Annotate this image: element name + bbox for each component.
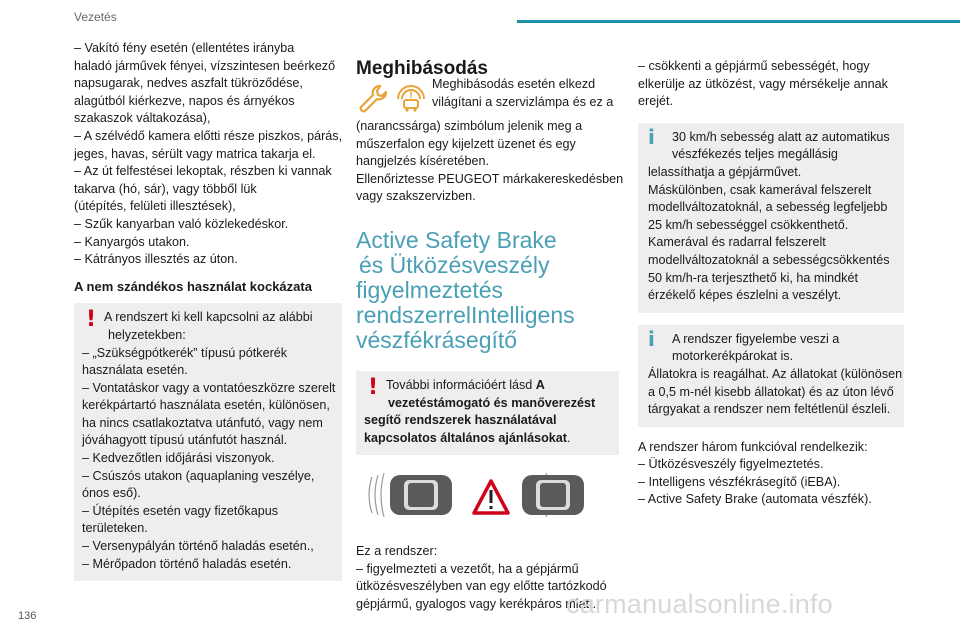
fault-text (356, 118, 624, 206)
text-line: A rendszer figyelembe veszi a (672, 331, 840, 346)
text-line: tárgyakat a rendszer nem feltétlenül észleli. (648, 402, 891, 417)
text-line: helyzetekben: (108, 327, 186, 342)
warning-box-note (356, 371, 619, 455)
text-line: jeges, havas, sérült vagy matrica takarja el. (74, 146, 316, 161)
text-line: haladó járművek fényei, vízszintesen beérkező (74, 58, 336, 73)
text-line: ütközésveszélyben van egy előtte tartózkodó (356, 579, 607, 594)
text-line: alagútból kiérkezve, napos és árnyékos (74, 93, 295, 108)
text-line: A rendszert ki kell kapcsolni az alábbi (104, 310, 313, 325)
text-line: kerékpártartó használata esetén, különösen, (82, 398, 330, 413)
warning-exclamation-icon: ! (86, 307, 97, 333)
text-line: Ellenőriztesse PEUGEOT márkakereskedésben (356, 171, 624, 186)
text-line: – Kátrányos illesztés az úton. (74, 252, 238, 267)
text-line: műszerfalon egy kijelzett üzenet és egy (356, 136, 576, 151)
text-line: jóváhagyott típusú utánfutót használ. (82, 433, 288, 448)
text-line: szakaszok váltakozása), (74, 111, 211, 126)
text-line: vészfékezés teljes megállásig (672, 147, 838, 162)
text-line: területeken. (82, 521, 148, 536)
text-line: a 0,5 m-nél kisebb állatokat) és az úton lévő (648, 384, 894, 399)
svg-text:!: ! (408, 91, 414, 101)
text-line: 50 km/h-ra terjeszthető ki, ha mindkét (648, 270, 858, 285)
text-line: A rendszer három funkcióval rendelkezik: (638, 439, 868, 454)
text-line: segítő rendszerek használatával (364, 413, 557, 428)
text-line: – Kanyargós utakon. (74, 234, 190, 249)
text-line: 25 km/h sebességgel csökkenthető. (648, 217, 849, 232)
text-line: modellváltozatoknál, a sebesség legfeljebb (648, 200, 888, 215)
text-line: – Az út felfestései lekoptak, részben ki vannak (74, 164, 332, 179)
text-line: Meghibásodás esetén elkezd (432, 77, 596, 91)
text-line: ha nincs csatlakoztatva utánfutó, vagy nem (82, 415, 323, 430)
column-1 (74, 40, 342, 581)
section-title-line: rendszerrelIntelligens (356, 301, 575, 328)
text-line: lelassíthatja a gépjárművet. (648, 164, 802, 179)
text-line: gépjármű, gyalogos vagy kerékpáros miatt. (356, 596, 597, 611)
text-line: erejét. (638, 94, 674, 109)
text-line: kapcsolatos általános ajánlásokat. (364, 430, 571, 445)
section-title-line: és Ütközésveszély (359, 251, 550, 278)
text-line: – Vontatáskor vagy a vontatóeszközre szerelt (82, 380, 336, 395)
warning-box (74, 303, 342, 581)
column-2 (356, 58, 624, 613)
info-icon: i (648, 124, 655, 149)
col3-bottom-text (638, 439, 904, 509)
text-line: vagy szakszervizben. (356, 189, 476, 204)
car-collision-illustration (364, 469, 619, 527)
column-3 (638, 58, 904, 509)
watermark: carmanualsonline.info (566, 589, 833, 619)
text-line: – A szélvédő kamera előtti része piszkos, párás, (74, 128, 343, 143)
text-line: – Mérőpadon történő haladás esetén. (82, 556, 292, 571)
wrench-warning-icon (356, 82, 390, 116)
text-line: – Útépítés esetén vagy fizetőkapus (82, 503, 279, 518)
header-accent-bar (517, 20, 960, 23)
text-line: ónos eső). (82, 486, 141, 501)
info-box-speed (638, 123, 904, 313)
section-title-line: Active Safety Brake (356, 226, 557, 253)
text-line: – Szűk kanyarban való közlekedéskor. (74, 216, 289, 231)
text-line: – Ütközésveszély figyelmeztetés. (638, 457, 824, 472)
text-line: napsugarak, nedves aszfalt tükröződése, (74, 76, 303, 91)
text-line: – Versenypályán történő haladás esetén., (82, 539, 314, 554)
text-line: Állatokra is reagálhat. Az állatokat (különösen (648, 366, 903, 381)
text-line: – Intelligens vészfékrásegítő (iEBA). (638, 474, 841, 489)
text-line: világítani a szervizlámpa és ez a (432, 95, 614, 109)
section-title-line: vészfékrásegítő (356, 326, 518, 353)
fault-icon-row (356, 77, 619, 118)
text-line: vezetéstámogató és manőverezést (388, 395, 596, 410)
info-icon: i (648, 326, 655, 351)
text-line: takarva (hó, sár), vagy többől lük (74, 181, 257, 196)
text-line: 30 km/h sebesség alatt az automatikus (672, 129, 890, 144)
text-line: – Csúszós utakon (aquaplaning veszélye, (82, 468, 315, 483)
text-line: (narancssárga) szimbólum jelenik meg a (356, 119, 583, 133)
risk-heading: A nem szándékos használat kockázata (74, 278, 312, 294)
fault-heading: Meghibásodás (356, 58, 488, 79)
col1-text (74, 40, 342, 269)
section-title (356, 228, 619, 353)
header-title: Vezetés (74, 10, 117, 24)
info-box-motorcycles (638, 325, 904, 427)
text-line: Ez a rendszer: (356, 543, 438, 558)
warning-exclamation-icon: ! (368, 374, 379, 400)
text-line: elkerülje az ütközést, vagy mérsékelje annak (638, 76, 888, 91)
text-line: használata esetén. (82, 363, 188, 378)
text-line: – „Szükségpótkerék” típusú pótkerék (82, 345, 288, 360)
text-line: További információért lásd A (386, 377, 545, 392)
text-line: hangjelzés kíséretében. (356, 154, 490, 169)
col3-top-text (638, 58, 904, 111)
text-line: modellváltozatoknál a sebességcsökkentés (648, 252, 890, 267)
text-line: – figyelmezteti a vezetőt, ha a gépjármű (356, 561, 579, 576)
text-line: (útépítés, felületi illesztések), (74, 199, 236, 214)
text-line: – Vakító fény esetén (ellentétes irányba (74, 41, 295, 55)
text-line: motorkerékpárokat is. (672, 349, 794, 364)
text-line: Máskülönben, csak kamerával felszerelt (648, 182, 872, 197)
text-line: érzékelő képes észlelni a veszélyt. (648, 288, 842, 303)
text-line: – Kedvezőtlen időjárási viszonyok. (82, 451, 275, 466)
text-line: – csökkenti a gépjármű sebességét, hogy (638, 59, 870, 73)
collision-alert-icon (394, 82, 428, 116)
text-line: – Active Safety Brake (automata vészfék). (638, 492, 872, 507)
section-title-line: figyelmeztetés (356, 276, 504, 303)
page-number: 136 (18, 610, 37, 622)
text-line: Kamerával és radarral felszerelt (648, 235, 826, 250)
